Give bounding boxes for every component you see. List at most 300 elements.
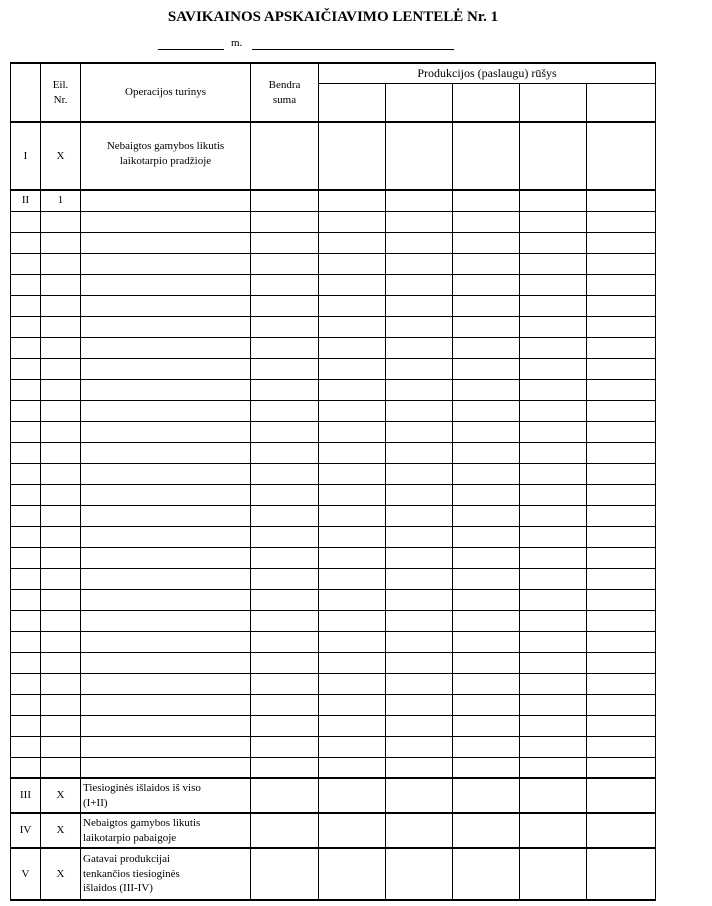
amount-cell[interactable] (587, 400, 656, 421)
amount-cell[interactable] (251, 274, 319, 295)
amount-cell[interactable] (520, 610, 587, 631)
index-cell[interactable] (41, 526, 81, 547)
amount-cell[interactable] (520, 778, 587, 813)
amount-cell[interactable] (319, 379, 386, 400)
index-cell[interactable] (41, 715, 81, 736)
amount-cell[interactable] (520, 673, 587, 694)
amount-cell[interactable] (251, 652, 319, 673)
amount-cell[interactable] (520, 379, 587, 400)
operation-cell[interactable] (81, 526, 251, 547)
amount-cell[interactable] (520, 211, 587, 232)
amount-cell[interactable] (453, 421, 520, 442)
amount-cell[interactable] (520, 274, 587, 295)
amount-cell[interactable] (251, 484, 319, 505)
amount-cell[interactable] (520, 484, 587, 505)
amount-cell[interactable] (520, 232, 587, 253)
index-cell[interactable] (11, 652, 41, 673)
amount-cell[interactable] (453, 295, 520, 316)
date-blank-year[interactable] (158, 49, 224, 50)
row-nr: X (41, 813, 81, 848)
table-row (11, 505, 656, 526)
amount-cell[interactable] (386, 379, 453, 400)
index-cell[interactable] (41, 337, 81, 358)
index-cell[interactable] (11, 568, 41, 589)
amount-cell[interactable] (587, 778, 656, 813)
amount-cell[interactable] (319, 673, 386, 694)
amount-cell[interactable] (251, 813, 319, 848)
amount-cell[interactable] (453, 652, 520, 673)
operation-cell[interactable] (81, 316, 251, 337)
index-cell[interactable] (11, 484, 41, 505)
amount-cell[interactable] (587, 610, 656, 631)
operation-cell[interactable] (81, 463, 251, 484)
operation-cell[interactable] (81, 253, 251, 274)
amount-cell[interactable] (251, 547, 319, 568)
amount-cell[interactable] (251, 589, 319, 610)
amount-cell[interactable] (386, 652, 453, 673)
amount-cell[interactable] (386, 736, 453, 757)
row-roman: V (11, 848, 41, 900)
amount-cell[interactable] (251, 631, 319, 652)
index-cell[interactable] (11, 715, 41, 736)
amount-cell[interactable] (251, 736, 319, 757)
operation-cell[interactable] (81, 421, 251, 442)
amount-cell[interactable] (520, 190, 587, 211)
amount-cell[interactable] (386, 589, 453, 610)
amount-cell[interactable] (520, 736, 587, 757)
amount-cell[interactable] (251, 757, 319, 778)
amount-cell[interactable] (386, 232, 453, 253)
amount-cell[interactable] (319, 715, 386, 736)
amount-cell[interactable] (386, 253, 453, 274)
amount-cell[interactable] (520, 442, 587, 463)
index-cell[interactable] (11, 253, 41, 274)
product-type-cell-4[interactable] (520, 83, 587, 122)
amount-cell[interactable] (587, 715, 656, 736)
index-cell[interactable] (11, 757, 41, 778)
amount-cell[interactable] (319, 442, 386, 463)
index-cell[interactable] (41, 505, 81, 526)
amount-cell[interactable] (453, 463, 520, 484)
amount-cell[interactable] (386, 505, 453, 526)
amount-cell[interactable] (319, 337, 386, 358)
row-description[interactable] (81, 190, 251, 211)
operation-cell[interactable] (81, 736, 251, 757)
operation-cell[interactable] (81, 295, 251, 316)
amount-cell[interactable] (386, 757, 453, 778)
amount-cell[interactable] (453, 505, 520, 526)
operation-cell[interactable] (81, 211, 251, 232)
amount-cell[interactable] (520, 568, 587, 589)
index-cell[interactable] (41, 211, 81, 232)
amount-cell[interactable] (251, 400, 319, 421)
index-cell[interactable] (11, 274, 41, 295)
amount-cell[interactable] (453, 400, 520, 421)
amount-cell[interactable] (319, 295, 386, 316)
index-cell[interactable] (41, 463, 81, 484)
amount-cell[interactable] (251, 337, 319, 358)
amount-cell[interactable] (520, 631, 587, 652)
amount-cell[interactable] (587, 673, 656, 694)
index-cell[interactable] (41, 442, 81, 463)
amount-cell[interactable] (587, 526, 656, 547)
operation-cell[interactable] (81, 442, 251, 463)
operation-cell[interactable] (81, 610, 251, 631)
table-row (11, 631, 656, 652)
amount-cell[interactable] (453, 358, 520, 379)
amount-cell[interactable] (386, 463, 453, 484)
table-row (11, 253, 656, 274)
header-eil-nr: Eil. Nr. (41, 63, 81, 122)
amount-cell[interactable] (520, 715, 587, 736)
amount-cell[interactable] (520, 421, 587, 442)
amount-cell[interactable] (319, 484, 386, 505)
index-cell[interactable] (41, 295, 81, 316)
amount-cell[interactable] (587, 316, 656, 337)
amount-cell[interactable] (587, 232, 656, 253)
table-row (11, 757, 656, 778)
amount-cell[interactable] (386, 484, 453, 505)
amount-cell[interactable] (319, 610, 386, 631)
header-roman-blank (11, 63, 41, 122)
amount-cell[interactable] (587, 295, 656, 316)
index-cell[interactable] (11, 631, 41, 652)
amount-cell[interactable] (319, 122, 386, 190)
index-cell[interactable] (11, 316, 41, 337)
amount-cell[interactable] (319, 813, 386, 848)
amount-cell[interactable] (319, 848, 386, 900)
index-cell[interactable] (11, 589, 41, 610)
row-description: Gatavai produkcijai tenkančios tiesioginės išlaidos (III-IV) (81, 848, 251, 900)
amount-cell[interactable] (587, 190, 656, 211)
amount-cell[interactable] (319, 190, 386, 211)
amount-cell[interactable] (587, 589, 656, 610)
index-cell[interactable] (41, 400, 81, 421)
amount-cell[interactable] (453, 211, 520, 232)
index-cell[interactable] (41, 232, 81, 253)
amount-cell[interactable] (520, 589, 587, 610)
amount-cell[interactable] (587, 358, 656, 379)
index-cell[interactable] (41, 421, 81, 442)
amount-cell[interactable] (319, 547, 386, 568)
index-cell[interactable] (11, 610, 41, 631)
amount-cell[interactable] (520, 316, 587, 337)
index-cell[interactable] (11, 673, 41, 694)
amount-cell[interactable] (587, 274, 656, 295)
amount-cell[interactable] (453, 778, 520, 813)
amount-cell[interactable] (319, 253, 386, 274)
amount-cell[interactable] (453, 715, 520, 736)
operation-cell[interactable] (81, 274, 251, 295)
index-cell[interactable] (11, 232, 41, 253)
amount-cell[interactable] (386, 568, 453, 589)
index-cell[interactable] (41, 253, 81, 274)
amount-cell[interactable] (386, 358, 453, 379)
index-cell[interactable] (41, 736, 81, 757)
amount-cell[interactable] (319, 505, 386, 526)
amount-cell[interactable] (587, 484, 656, 505)
product-type-cell-2[interactable] (386, 83, 453, 122)
header-produkcijos-rusys: Produkcijos (paslaugu) rūšys (319, 63, 656, 83)
amount-cell[interactable] (453, 316, 520, 337)
operation-cell[interactable] (81, 673, 251, 694)
amount-cell[interactable] (251, 694, 319, 715)
amount-cell[interactable] (587, 736, 656, 757)
amount-cell[interactable] (587, 757, 656, 778)
amount-cell[interactable] (587, 379, 656, 400)
amount-cell[interactable] (386, 316, 453, 337)
index-cell[interactable] (41, 652, 81, 673)
amount-cell[interactable] (453, 484, 520, 505)
index-cell[interactable] (11, 547, 41, 568)
index-cell[interactable] (41, 484, 81, 505)
index-cell[interactable] (11, 211, 41, 232)
operation-cell[interactable] (81, 232, 251, 253)
amount-cell[interactable] (520, 400, 587, 421)
amount-cell[interactable] (386, 631, 453, 652)
index-cell[interactable] (41, 379, 81, 400)
table-row (11, 379, 656, 400)
index-cell[interactable] (11, 379, 41, 400)
amount-cell[interactable] (587, 505, 656, 526)
index-cell[interactable] (11, 400, 41, 421)
amount-cell[interactable] (319, 631, 386, 652)
amount-cell[interactable] (251, 190, 319, 211)
amount-cell[interactable] (520, 848, 587, 900)
product-type-cell-1[interactable] (319, 83, 386, 122)
amount-cell[interactable] (386, 547, 453, 568)
amount-cell[interactable] (386, 610, 453, 631)
amount-cell[interactable] (319, 589, 386, 610)
amount-cell[interactable] (251, 232, 319, 253)
amount-cell[interactable] (386, 190, 453, 211)
amount-cell[interactable] (251, 778, 319, 813)
amount-cell[interactable] (386, 778, 453, 813)
amount-cell[interactable] (453, 568, 520, 589)
amount-cell[interactable] (251, 610, 319, 631)
amount-cell[interactable] (319, 421, 386, 442)
amount-cell[interactable] (319, 778, 386, 813)
amount-cell[interactable] (319, 316, 386, 337)
amount-cell[interactable] (386, 211, 453, 232)
amount-cell[interactable] (453, 232, 520, 253)
amount-cell[interactable] (520, 122, 587, 190)
index-cell[interactable] (41, 274, 81, 295)
amount-cell[interactable] (453, 337, 520, 358)
index-cell[interactable] (41, 610, 81, 631)
index-cell[interactable] (11, 337, 41, 358)
operation-cell[interactable] (81, 589, 251, 610)
amount-cell[interactable] (520, 337, 587, 358)
operation-cell[interactable] (81, 337, 251, 358)
date-blank-detail[interactable] (252, 49, 454, 50)
amount-cell[interactable] (520, 547, 587, 568)
amount-cell[interactable] (453, 736, 520, 757)
amount-cell[interactable] (386, 122, 453, 190)
amount-cell[interactable] (587, 694, 656, 715)
amount-cell[interactable] (587, 122, 656, 190)
index-cell[interactable] (11, 694, 41, 715)
index-cell[interactable] (11, 421, 41, 442)
amount-cell[interactable] (386, 337, 453, 358)
amount-cell[interactable] (251, 211, 319, 232)
index-cell[interactable] (41, 589, 81, 610)
row-nr: X (41, 778, 81, 813)
index-cell[interactable] (41, 358, 81, 379)
amount-cell[interactable] (319, 211, 386, 232)
index-cell[interactable] (11, 442, 41, 463)
index-cell[interactable] (11, 526, 41, 547)
amount-cell[interactable] (386, 526, 453, 547)
amount-cell[interactable] (386, 442, 453, 463)
amount-cell[interactable] (453, 274, 520, 295)
index-cell[interactable] (41, 673, 81, 694)
amount-cell[interactable] (251, 316, 319, 337)
operation-cell[interactable] (81, 484, 251, 505)
amount-cell[interactable] (587, 652, 656, 673)
amount-cell[interactable] (453, 253, 520, 274)
amount-cell[interactable] (251, 673, 319, 694)
amount-cell[interactable] (251, 253, 319, 274)
index-cell[interactable] (41, 757, 81, 778)
amount-cell[interactable] (319, 463, 386, 484)
amount-cell[interactable] (251, 505, 319, 526)
row-nr: X (41, 122, 81, 190)
amount-cell[interactable] (453, 442, 520, 463)
amount-cell[interactable] (386, 421, 453, 442)
amount-cell[interactable] (319, 757, 386, 778)
amount-cell[interactable] (386, 274, 453, 295)
operation-cell[interactable] (81, 547, 251, 568)
index-cell[interactable] (11, 505, 41, 526)
index-cell[interactable] (11, 736, 41, 757)
product-type-cell-5[interactable] (587, 83, 656, 122)
amount-cell[interactable] (520, 253, 587, 274)
amount-cell[interactable] (453, 631, 520, 652)
amount-cell[interactable] (520, 505, 587, 526)
amount-cell[interactable] (453, 757, 520, 778)
amount-cell[interactable] (587, 568, 656, 589)
amount-cell[interactable] (453, 190, 520, 211)
amount-cell[interactable] (520, 652, 587, 673)
amount-cell[interactable] (587, 463, 656, 484)
amount-cell[interactable] (520, 813, 587, 848)
amount-cell[interactable] (520, 757, 587, 778)
amount-cell[interactable] (386, 694, 453, 715)
amount-cell[interactable] (319, 274, 386, 295)
amount-cell[interactable] (587, 442, 656, 463)
table-row (11, 400, 656, 421)
amount-cell[interactable] (386, 400, 453, 421)
amount-cell[interactable] (453, 526, 520, 547)
index-cell[interactable] (41, 316, 81, 337)
amount-cell[interactable] (587, 631, 656, 652)
index-cell[interactable] (11, 463, 41, 484)
amount-cell[interactable] (453, 694, 520, 715)
index-cell[interactable] (41, 694, 81, 715)
table-row (11, 358, 656, 379)
amount-cell[interactable] (251, 358, 319, 379)
operation-cell[interactable] (81, 379, 251, 400)
amount-cell[interactable] (319, 358, 386, 379)
amount-cell[interactable] (251, 379, 319, 400)
operation-cell[interactable] (81, 400, 251, 421)
operation-cell[interactable] (81, 631, 251, 652)
amount-cell[interactable] (319, 736, 386, 757)
amount-cell[interactable] (453, 610, 520, 631)
operation-cell[interactable] (81, 652, 251, 673)
operation-cell[interactable] (81, 358, 251, 379)
amount-cell[interactable] (587, 421, 656, 442)
index-cell[interactable] (11, 295, 41, 316)
amount-cell[interactable] (319, 568, 386, 589)
operation-cell[interactable] (81, 715, 251, 736)
amount-cell[interactable] (251, 568, 319, 589)
table-row (11, 337, 656, 358)
amount-cell[interactable] (520, 526, 587, 547)
operation-cell[interactable] (81, 568, 251, 589)
row-description: Tiesioginės išlaidos iš viso (I+II) (81, 778, 251, 813)
amount-cell[interactable] (251, 848, 319, 900)
operation-cell[interactable] (81, 694, 251, 715)
amount-cell[interactable] (251, 463, 319, 484)
amount-cell[interactable] (386, 715, 453, 736)
amount-cell[interactable] (251, 421, 319, 442)
amount-cell[interactable] (520, 463, 587, 484)
amount-cell[interactable] (251, 295, 319, 316)
index-cell[interactable] (11, 358, 41, 379)
amount-cell[interactable] (520, 295, 587, 316)
amount-cell[interactable] (587, 253, 656, 274)
operation-cell[interactable] (81, 505, 251, 526)
index-cell[interactable] (41, 547, 81, 568)
amount-cell[interactable] (386, 295, 453, 316)
amount-cell[interactable] (453, 379, 520, 400)
amount-cell[interactable] (319, 400, 386, 421)
amount-cell[interactable] (453, 547, 520, 568)
index-cell[interactable] (41, 568, 81, 589)
amount-cell[interactable] (319, 232, 386, 253)
amount-cell[interactable] (319, 694, 386, 715)
amount-cell[interactable] (251, 122, 319, 190)
amount-cell[interactable] (251, 526, 319, 547)
amount-cell[interactable] (520, 358, 587, 379)
amount-cell[interactable] (251, 442, 319, 463)
product-type-cell-3[interactable] (453, 83, 520, 122)
amount-cell[interactable] (587, 211, 656, 232)
amount-cell[interactable] (386, 673, 453, 694)
amount-cell[interactable] (386, 813, 453, 848)
operation-cell[interactable] (81, 757, 251, 778)
amount-cell[interactable] (453, 673, 520, 694)
index-cell[interactable] (41, 631, 81, 652)
amount-cell[interactable] (587, 547, 656, 568)
amount-cell[interactable] (453, 122, 520, 190)
amount-cell[interactable] (453, 589, 520, 610)
table-row-II (11, 190, 656, 211)
amount-cell[interactable] (386, 848, 453, 900)
amount-cell[interactable] (319, 526, 386, 547)
amount-cell[interactable] (251, 715, 319, 736)
amount-cell[interactable] (520, 694, 587, 715)
amount-cell[interactable] (587, 337, 656, 358)
row-roman: I (11, 122, 41, 190)
amount-cell[interactable] (453, 848, 520, 900)
amount-cell[interactable] (587, 813, 656, 848)
amount-cell[interactable] (453, 813, 520, 848)
amount-cell[interactable] (587, 848, 656, 900)
amount-cell[interactable] (319, 652, 386, 673)
